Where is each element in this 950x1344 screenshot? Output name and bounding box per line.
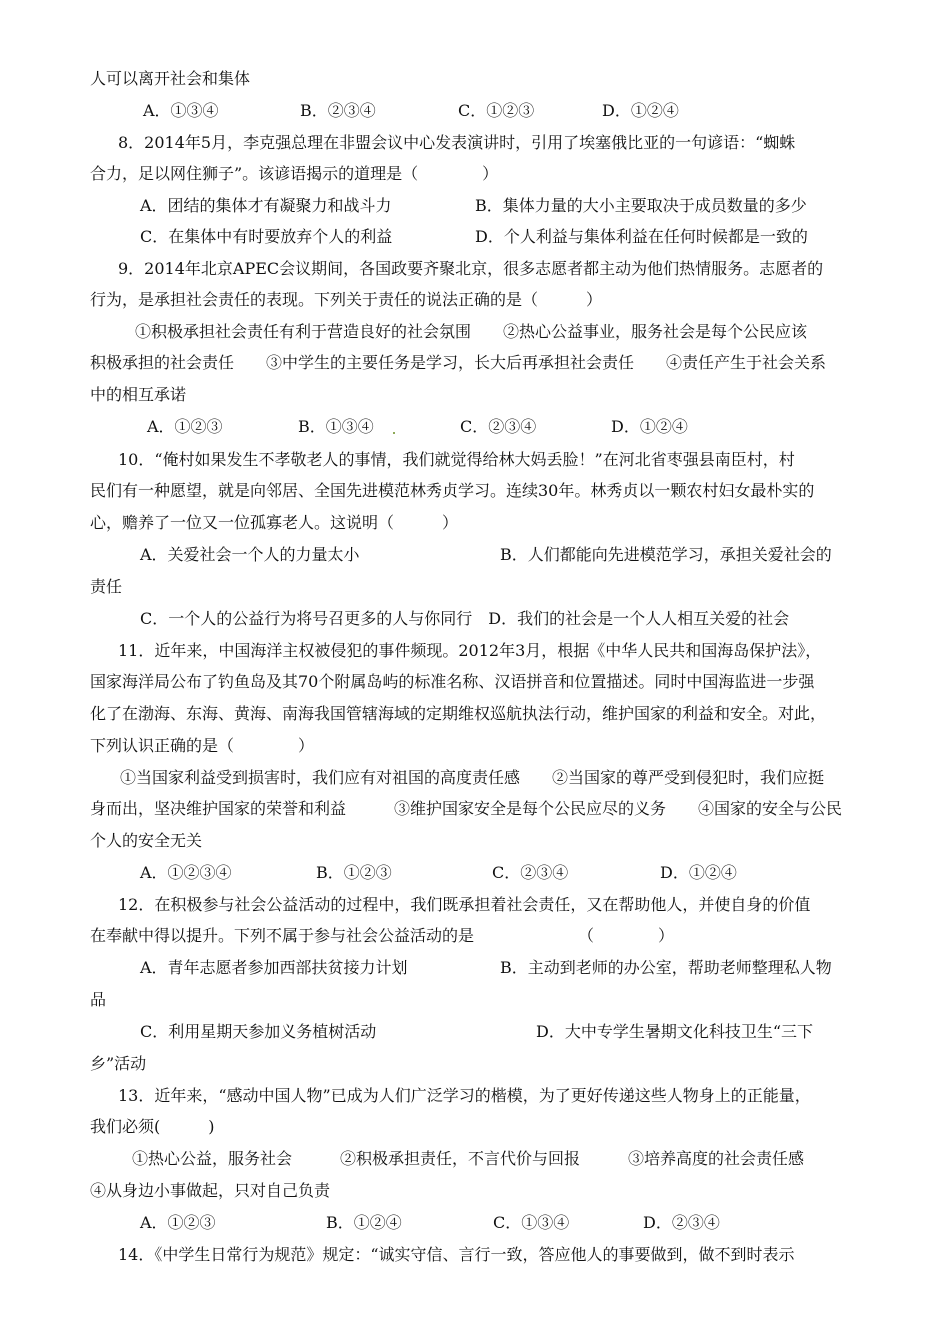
q12-option-d-cont: 乡”活动 xyxy=(90,1054,147,1073)
q13-statements-line-2: ④从身边小事做起，只对自己负责 xyxy=(90,1181,331,1200)
q11-statements-line-2: 身而出，坚决维护国家的荣誉和利益 ③维护国家安全是每个公民应尽的义务 ④国家的安全与公民 xyxy=(90,799,843,818)
q13-stem-line-2: 我们必须( ) xyxy=(90,1117,215,1136)
q12-option-d: D．大中专学生暑期文化科技卫生“三下 xyxy=(536,1022,814,1041)
stray-mark xyxy=(393,432,395,434)
q9-option-b: B．①③④ xyxy=(298,417,374,436)
q11-option-c: C．②③④ xyxy=(492,863,569,882)
q11-stem-line-2: 国家海洋局公布了钓鱼岛及其70个附属岛屿的标准名称、汉语拼音和位置描述。同时中国海监进一步强 xyxy=(90,672,815,691)
q12-option-a: A．青年志愿者参加西部扶贫接力计划 xyxy=(140,958,408,977)
q9-statements-line-2: 积极承担的社会责任 ③中学生的主要任务是学习，长大后再承担社会责任 ④责任产生于社会关系 xyxy=(90,353,827,372)
q9-option-a: A．①②③ xyxy=(147,417,223,436)
q13-option-b: B．①②④ xyxy=(326,1213,402,1232)
q12-option-b: B．主动到老师的办公室，帮助老师整理私人物 xyxy=(500,958,832,977)
q10-stem-line-1: 10．“俺村如果发生不孝敬老人的事情，我们就觉得给林大妈丢脸！”在河北省枣强县南臣村，村 xyxy=(118,450,795,469)
q8-option-c: C．在集体中有时要放弃个人的利益 xyxy=(140,227,393,246)
q11-option-d: D．①②④ xyxy=(660,863,737,882)
q11-stem-line-3: 化了在渤海、东海、黄海、南海我国管辖海域的定期维权巡航执法行动，维护国家的利益和安全。对此， xyxy=(90,704,827,723)
q7-stem-tail: 人可以离开社会和集体 xyxy=(90,69,251,88)
q11-option-a: A．①②③④ xyxy=(140,863,232,882)
q8-stem-line-2: 合力，足以网住狮子”。该谚语揭示的道理是（ ） xyxy=(90,164,499,183)
q9-stem-line-2: 行为，是承担社会责任的表现。下列关于责任的说法正确的是（ ） xyxy=(90,290,603,309)
q8-option-b: B．集体力量的大小主要取决于成员数量的多少 xyxy=(475,196,807,215)
q11-statements-line-1: ①当国家利益受到损害时，我们应有对祖国的高度责任感 ②当国家的尊严受到侵犯时，我们应挺 xyxy=(120,768,825,787)
q11-statements-line-3: 个人的安全无关 xyxy=(90,831,203,850)
q10-options-c-d: C．一个人的公益行为将号召更多的人与你同行 D．我们的社会是一个人人相互关爱的社会 xyxy=(140,609,790,628)
q8-stem-line-1: 8．2014年5月，李克强总理在非盟会议中心发表演讲时，引用了埃塞俄比亚的一句谚语：“蜘蛛 xyxy=(118,133,796,152)
q13-option-a: A．①②③ xyxy=(140,1213,216,1232)
q10-option-a: A．关爱社会一个人的力量太小 xyxy=(140,545,360,564)
q11-stem-line-4: 下列认识正确的是（ ） xyxy=(90,736,315,755)
q12-option-b-cont: 品 xyxy=(90,990,107,1009)
q9-stem-line-1: 9．2014年北京APEC会议期间，各国政要齐聚北京，很多志愿者都主动为他们热情服务。志愿者的 xyxy=(118,259,824,278)
q14-stem-line-1: 14．《中学生日常行为规范》规定：“诚实守信、言行一致，答应他人的事要做到，做不到时表示 xyxy=(118,1245,795,1264)
q7-option-a: A．①③④ xyxy=(143,101,219,120)
q10-option-b: B．人们都能向先进模范学习，承担关爱社会的 xyxy=(500,545,832,564)
q8-option-d: D．个人利益与集体利益在任何时候都是一致的 xyxy=(475,227,808,246)
q13-option-c: C．①③④ xyxy=(493,1213,570,1232)
q9-option-c: C．②③④ xyxy=(460,417,537,436)
q13-stem-line-1: 13．近年来，“感动中国人物”已成为人们广泛学习的楷模，为了更好传递这些人物身上的正能量， xyxy=(118,1086,811,1105)
q11-option-b: B．①②③ xyxy=(316,863,392,882)
q10-stem-line-2: 民们有一种愿望，就是向邻居、全国先进模范林秀贞学习。连续30年。林秀贞以一颗农村妇女最朴实的 xyxy=(90,481,815,500)
q11-stem-line-1: 11．近年来，中国海洋主权被侵犯的事件频现。2012年3月，根据《中华人民共和国海岛保护法》， xyxy=(118,641,822,660)
q9-statements-line-3: 中的相互承诺 xyxy=(90,385,187,404)
q12-option-c: C．利用星期天参加义务植树活动 xyxy=(140,1022,377,1041)
q7-option-b: B．②③④ xyxy=(300,101,376,120)
q9-statements-line-1: ①积极承担社会责任有利于营造良好的社会氛围 ②热心公益事业，服务社会是每个公民应该 xyxy=(135,322,808,341)
q10-option-b-cont: 责任 xyxy=(90,577,123,596)
q10-stem-line-3: 心，赡养了一位又一位孤寡老人。这说明（ ） xyxy=(90,513,459,532)
q12-stem-line-2: 在奉献中得以提升。下列不属于参与社会公益活动的是 （ ） xyxy=(90,926,675,945)
q8-option-a: A．团结的集体才有凝聚力和战斗力 xyxy=(140,196,392,215)
q13-option-d: D．②③④ xyxy=(643,1213,720,1232)
q12-stem-line-1: 12．在积极参与社会公益活动的过程中，我们既承担着社会责任，又在帮助他人，并使自身的价值 xyxy=(118,895,811,914)
q7-option-c: C．①②③ xyxy=(458,101,535,120)
q13-statements-line-1: ①热心公益，服务社会 ②积极承担责任，不言代价与回报 ③培养高度的社会责任感 xyxy=(132,1149,805,1168)
q9-option-d: D．①②④ xyxy=(611,417,688,436)
q7-option-d: D．①②④ xyxy=(602,101,679,120)
